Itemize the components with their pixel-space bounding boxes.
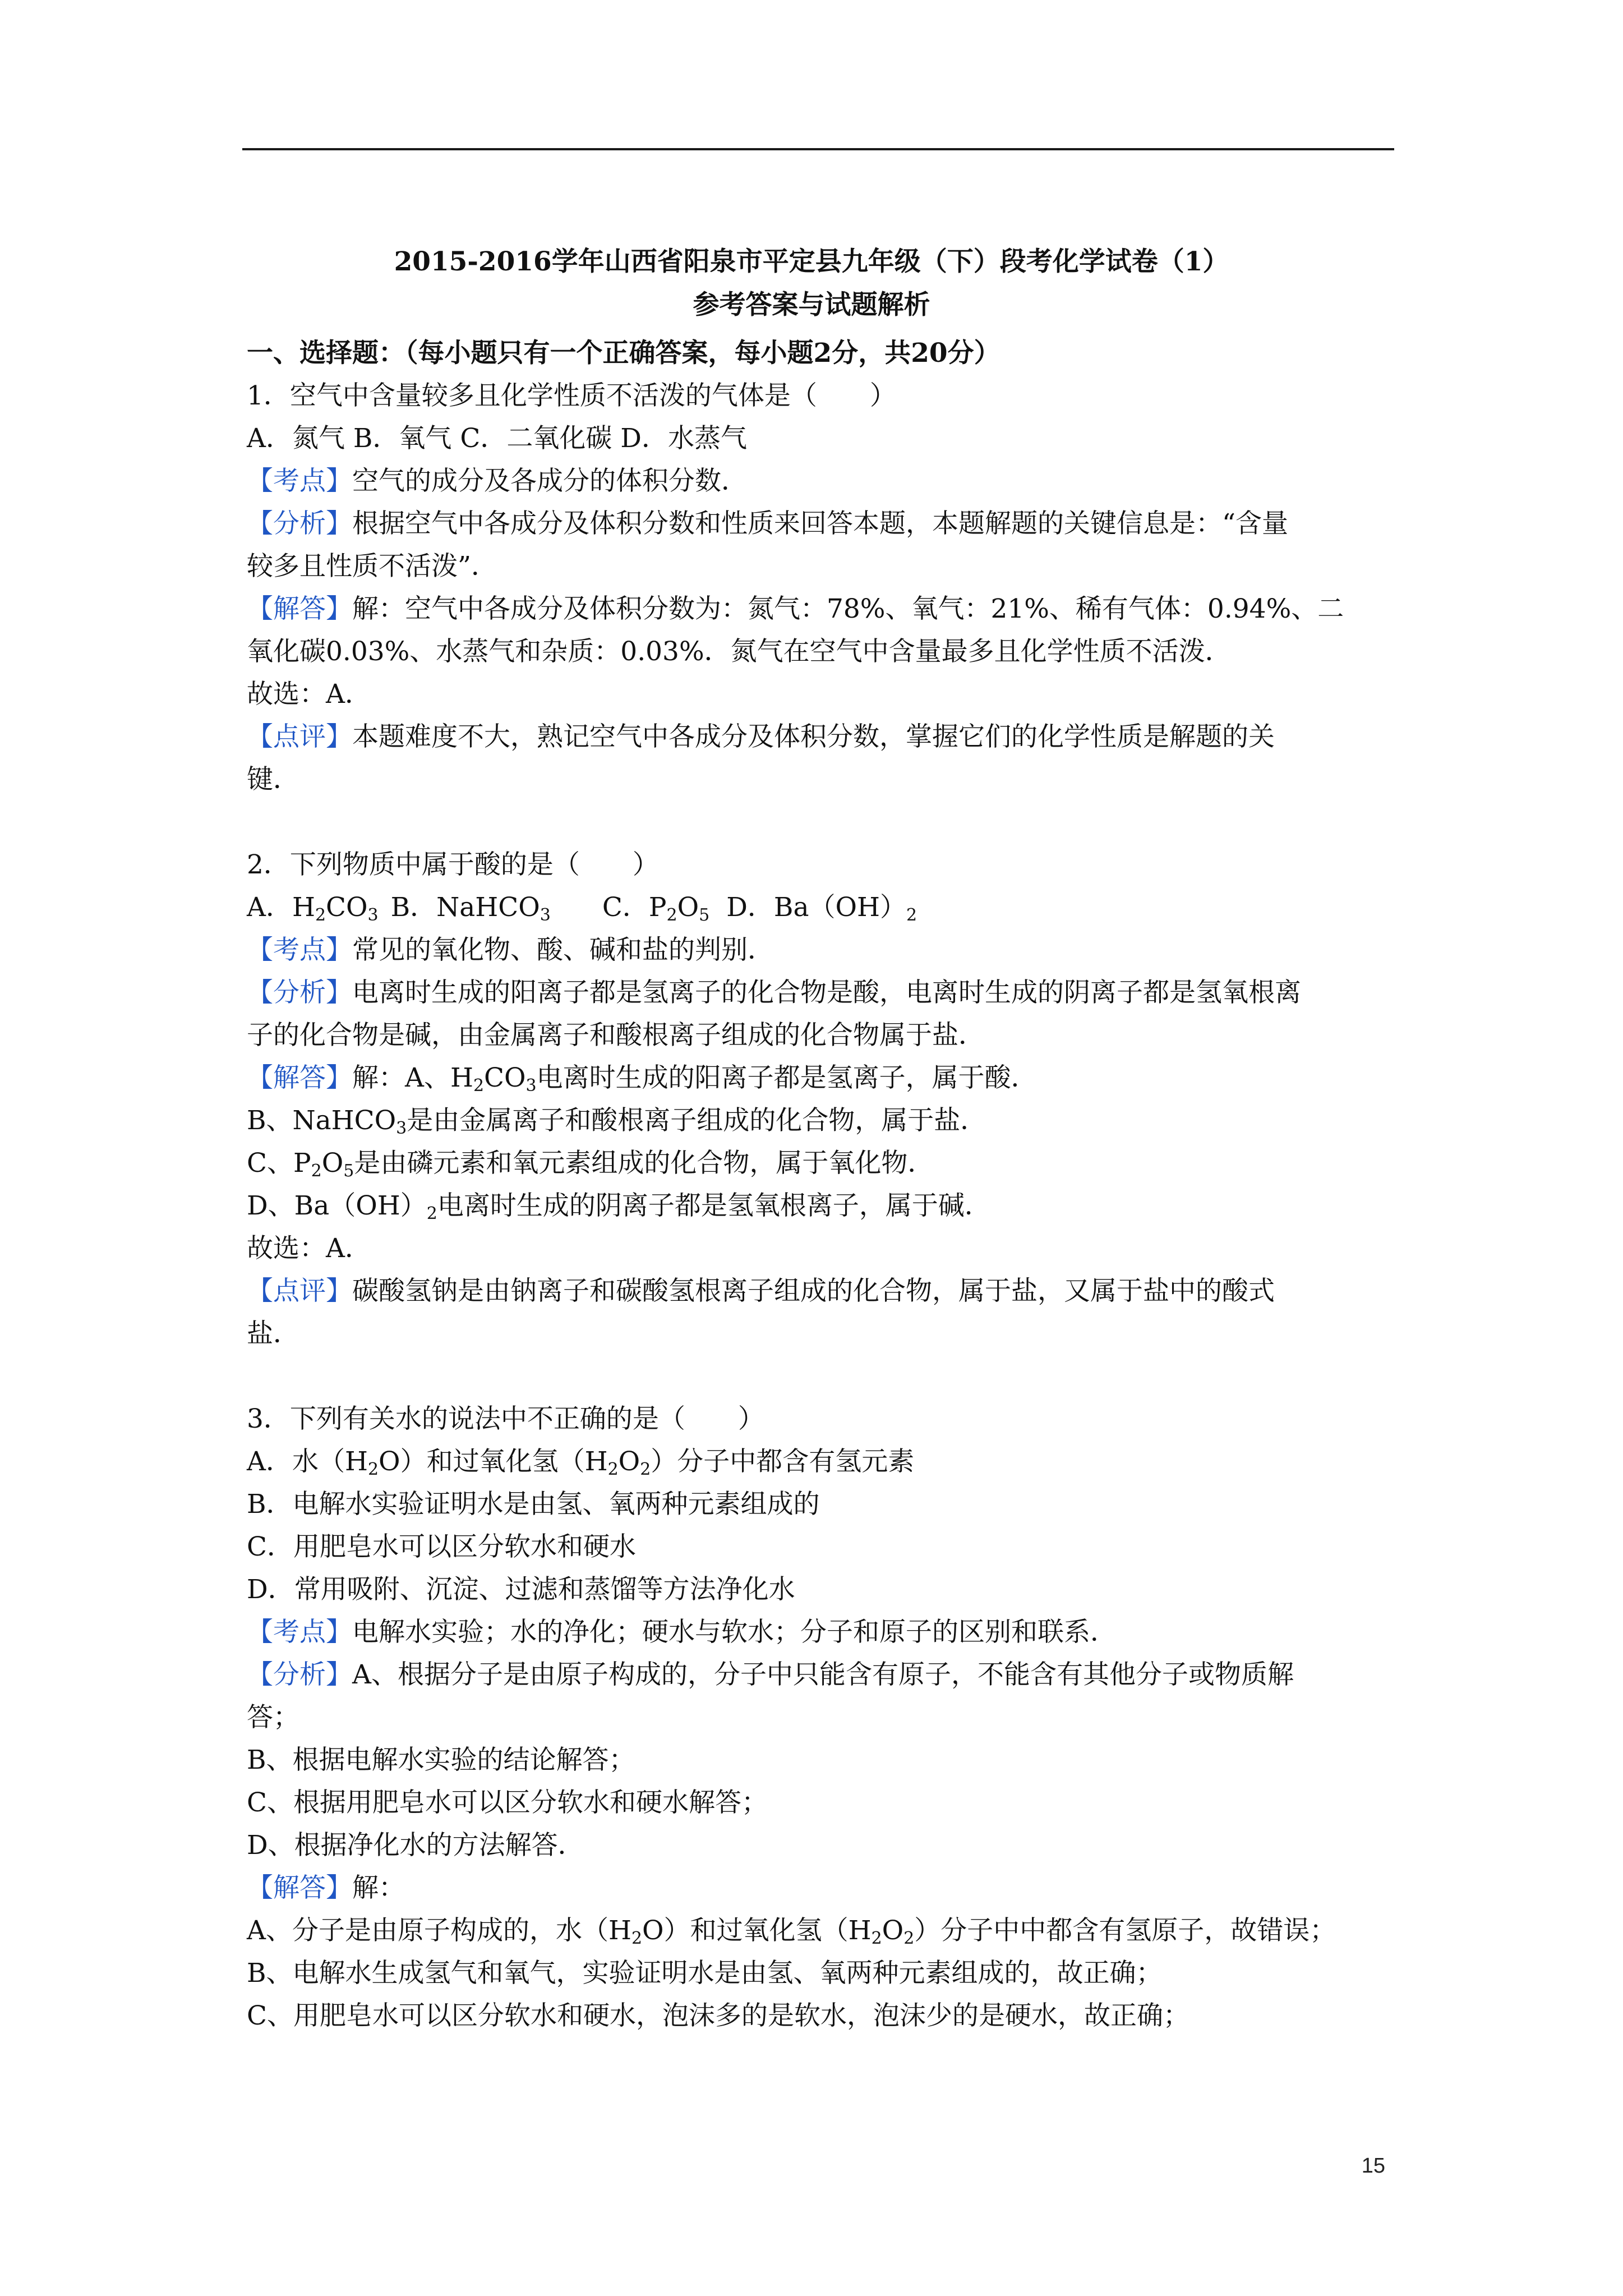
question-3-jieda-c: C、用肥皂水可以区分软水和硬水，泡沫多的是软水，泡沫少的是硬水，故正确； (247, 2000, 1189, 2031)
question-3-fenxi-d: D、根据净化水的方法解答． (247, 1830, 584, 1861)
question-3-fenxi-c: C、根据用肥皂水可以区分软水和硬水解答； (247, 1787, 768, 1818)
jieda-tag: 【解答】 (247, 1872, 352, 1903)
option-c: C．$P_2O_5$ (602, 892, 710, 925)
question-1-kaodian (247, 460, 1396, 503)
question-1-options: A．氮气 B．氧气 C．二氧化碳 D．水蒸气 (247, 423, 747, 454)
question-3-fenxi-cont: 答； (247, 1702, 299, 1733)
fenxi-text: A、根据分子是由原子构成的，分子中只能含有原子，不能含有其他分子或物质解 (352, 1659, 1294, 1690)
jieda-text: 解： (352, 1872, 405, 1903)
question-2-answer: 故选：A． (247, 1233, 371, 1264)
fenxi-text: 电离时生成的阳离子都是氢离子的化合物是酸，电离时生成的阴离子都是氢氧根离 (352, 977, 1301, 1008)
fenxi-tag: 【分析】 (247, 977, 352, 1008)
question-3-jieda-b: B、电解水生成氢气和氧气，实验证明水是由氢、氧两种元素组成的，故正确； (247, 1958, 1163, 1989)
page-subtitle: 参考答案与试题解析 (693, 289, 930, 320)
question-3-option-c: C．用肥皂水可以区分软水和硬水 (247, 1531, 636, 1562)
dianping-tag: 【点评】 (247, 721, 352, 752)
question-1-stem: 1．空气中含量较多且化学性质不活泼的气体是（ ） (247, 380, 896, 411)
page-number: 15 (1361, 2154, 1385, 2178)
dianping-text: 碳酸氢钠是由钠离子和碳酸氢根离子组成的化合物，属于盐，又属于盐中的酸式 (352, 1276, 1275, 1306)
question-2-options (247, 886, 1396, 929)
kaodian-text: 常见的氧化物、酸、碱和盐的判别． (352, 935, 774, 965)
question-1-dianping (247, 716, 1396, 758)
dianping-text: 本题难度不大，熟记空气中各成分及体积分数，掌握它们的化学性质是解题的关 (352, 721, 1275, 752)
question-1-jieda-cont: 氧化碳0.03%、水蒸气和杂质：0.03%．氮气在空气中含量最多且化学性质不活泼． (247, 636, 1232, 667)
question-3-stem: 3．下列有关水的说法中不正确的是（ ） (247, 1404, 764, 1434)
header-rule (242, 148, 1394, 150)
option-d: D．$Ba(OH)_2$ (726, 892, 917, 925)
jieda-tag: 【解答】 (247, 1062, 352, 1093)
question-3-kaodian (247, 1611, 1396, 1654)
dianping-tag: 【点评】 (247, 1276, 352, 1306)
document-body (247, 332, 1396, 2037)
question-2-jieda: 【解答】解：A、$H_2CO_3$电离时生成的阳离子都是氢离子，属于酸． (247, 1062, 1038, 1096)
option-b: B．NaHCO$_3$ (390, 892, 551, 925)
kaodian-tag: 【考点】 (247, 1617, 352, 1648)
question-3-jieda-a: A、分子是由原子构成的，水$(H_2O)$和过氧化氢$(H_2O_2)$分子中中都含有氢原子，故错误； (247, 1915, 1336, 1948)
fenxi-text: 根据空气中各成分及体积分数和性质来回答本题，本题解题的关键信息是：“含量 (352, 508, 1289, 539)
question-2-dianping (247, 1270, 1396, 1313)
question-2-jieda-c: C、$P_2O_5$是由磷元素和氧元素组成的化合物，属于氧化物． (247, 1148, 934, 1181)
question-1-jieda (247, 588, 1396, 631)
question-1-fenxi (247, 503, 1396, 545)
question-3-option-d: D．常用吸附、沉淀、过滤和蒸馏等方法净化水 (247, 1574, 795, 1605)
question-2-jieda-d: D、$Ba(OH)_2$电离时生成的阴离子都是氢氧根离子，属于碱． (247, 1190, 991, 1223)
page-title: 2015-2016学年山西省阳泉市平定县九年级（下）段考化学试卷（1） (394, 246, 1229, 277)
question-1-fenxi-cont: 较多且性质不活泼”． (247, 551, 498, 582)
question-2-dianping-cont: 盐． (247, 1318, 299, 1349)
jieda-text: 解：空气中各成分及体积分数为：氮气：78%、氧气：21%、稀有气体：0.94%、二 (352, 593, 1344, 624)
question-2-kaodian (247, 929, 1396, 972)
question-2-jieda-b: B、NaHCO$_3$是由金属离子和酸根离子组成的化合物，属于盐． (247, 1105, 987, 1138)
question-1-answer: 故选：A． (247, 679, 371, 710)
jieda-tag: 【解答】 (247, 593, 352, 624)
question-3-fenxi (247, 1654, 1396, 1696)
question-2-stem: 2．下列物质中属于酸的是（ ） (247, 849, 659, 880)
question-2-fenxi (247, 972, 1396, 1014)
question-1-dianping-cont: 键． (247, 764, 299, 795)
section-heading: 一、选择题：（每小题只有一个正确答案，每小题2分，共20分） (247, 338, 1000, 369)
fenxi-tag: 【分析】 (247, 508, 352, 539)
kaodian-text: 空气的成分及各成分的体积分数． (352, 466, 748, 496)
kaodian-tag: 【考点】 (247, 466, 352, 496)
question-3-option-b: B．电解水实验证明水是由氢、氧两种元素组成的 (247, 1489, 820, 1520)
question-3-option-a: A．水$(H_2O)$和过氧化氢$(H_2O_2)$分子中都含有氢元素 (247, 1446, 915, 1479)
question-2-fenxi-cont: 子的化合物是碱，由金属离子和酸根离子组成的化合物属于盐． (247, 1020, 985, 1051)
question-3-jieda (247, 1867, 1396, 1910)
question-3-fenxi-b: B、根据电解水实验的结论解答； (247, 1745, 635, 1775)
kaodian-text: 电解水实验；水的净化；硬水与软水；分子和原子的区别和联系． (352, 1617, 1117, 1648)
option-a: A．$H_2CO_3$ (247, 892, 379, 925)
fenxi-tag: 【分析】 (247, 1659, 352, 1690)
kaodian-tag: 【考点】 (247, 935, 352, 965)
